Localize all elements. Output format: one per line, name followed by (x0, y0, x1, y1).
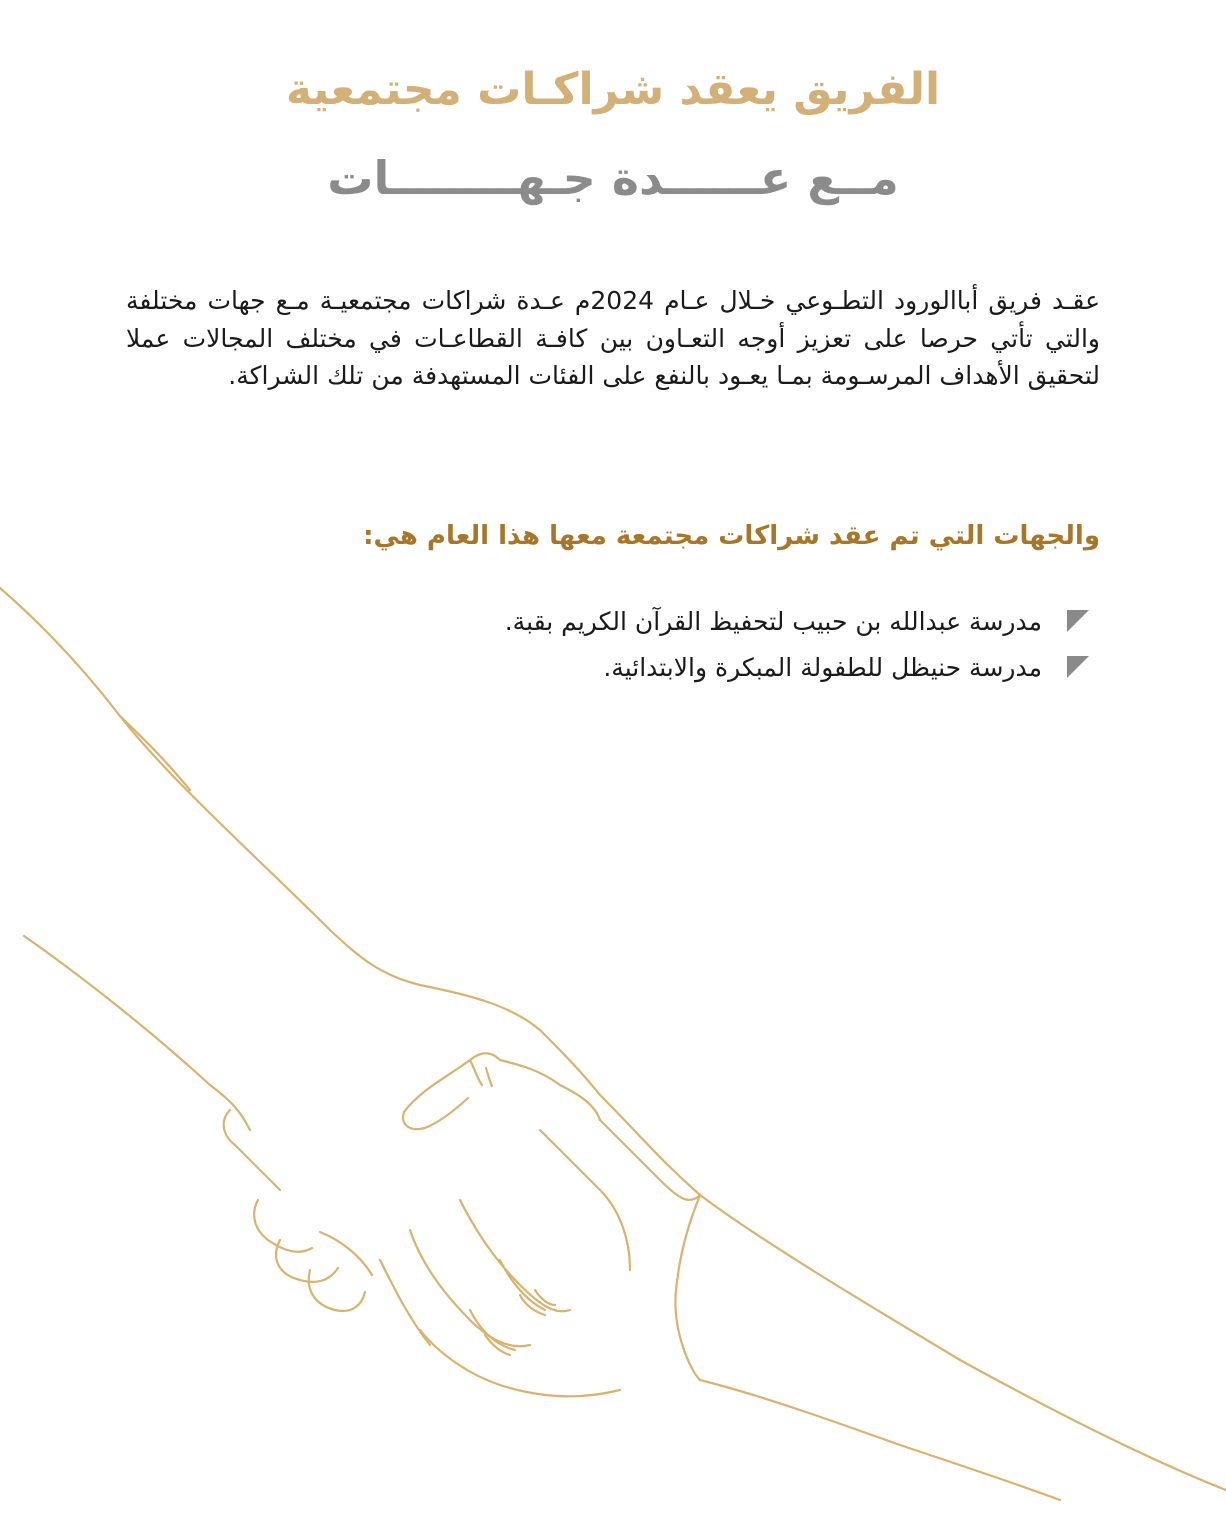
list-item-label: مدرسة عبدالله بن حبيب لتحفيظ القرآن الكريم بقبة. (504, 606, 1042, 636)
intro-paragraph: عقـد فريق أباالورود التطـوعي خـلال عـام 2024م عـدة شراكات مجتمعيـة مـع جهات مختلفة والتي تأتي حرصا على تعزيز أوجه التعـاون بين كافـة القطاعـات في مختلف المجالات عملا لتحقيق الأهداف المرسـومة بمـا يعـود بالنفع على الفئات المستهدفة من تلك الشراكة. (126, 286, 1100, 390)
partners-heading: والجهات التي تم عقد شراكات مجتمعة معها هذا العام هي: (363, 521, 1100, 551)
page-title: الفريق يعقد شراكـات مجتمعية (285, 64, 941, 115)
page-subtitle: مــع عــــــدة جـهــــــــات (327, 151, 899, 205)
handshake-illustration (0, 560, 1226, 1514)
list-item-label: مدرسة حنيظل للطفولة المبكرة والابتدائية. (603, 652, 1042, 682)
